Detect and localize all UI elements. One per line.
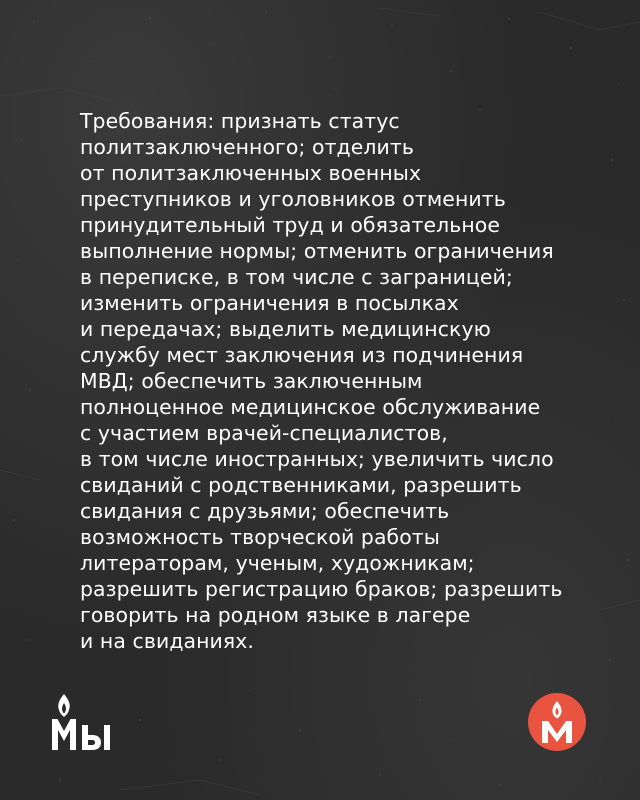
requirements-text: Требования: признать статус политзаключенного; отделить от политзаключенных военных преступников и уголовников отменить принудительный труд и обязательное выполнение нормы; отменить ограничения в переписке, в том числе с заграницей; изменить ограничения в посылках и передачах; выделить медицинскую службу мест заключения из подчинения МВД; обеспечить заключенным полноценное медицинское обслуживание с участием врачей-специалистов, в том числе иностранных; увеличить число свиданий с родственниками, разрешить свидания с друзьями; обеспечить возможность творческой работы литераторам, ученым, художникам; разрешить регистрацию браков; разрешить говорить на родном языке в лагере и на свиданиях. [80, 109, 563, 653]
candle-flame-icon [52, 693, 118, 751]
memorial-logo [527, 692, 587, 752]
memorial-badge-icon [527, 692, 587, 752]
my-logo [52, 693, 118, 751]
